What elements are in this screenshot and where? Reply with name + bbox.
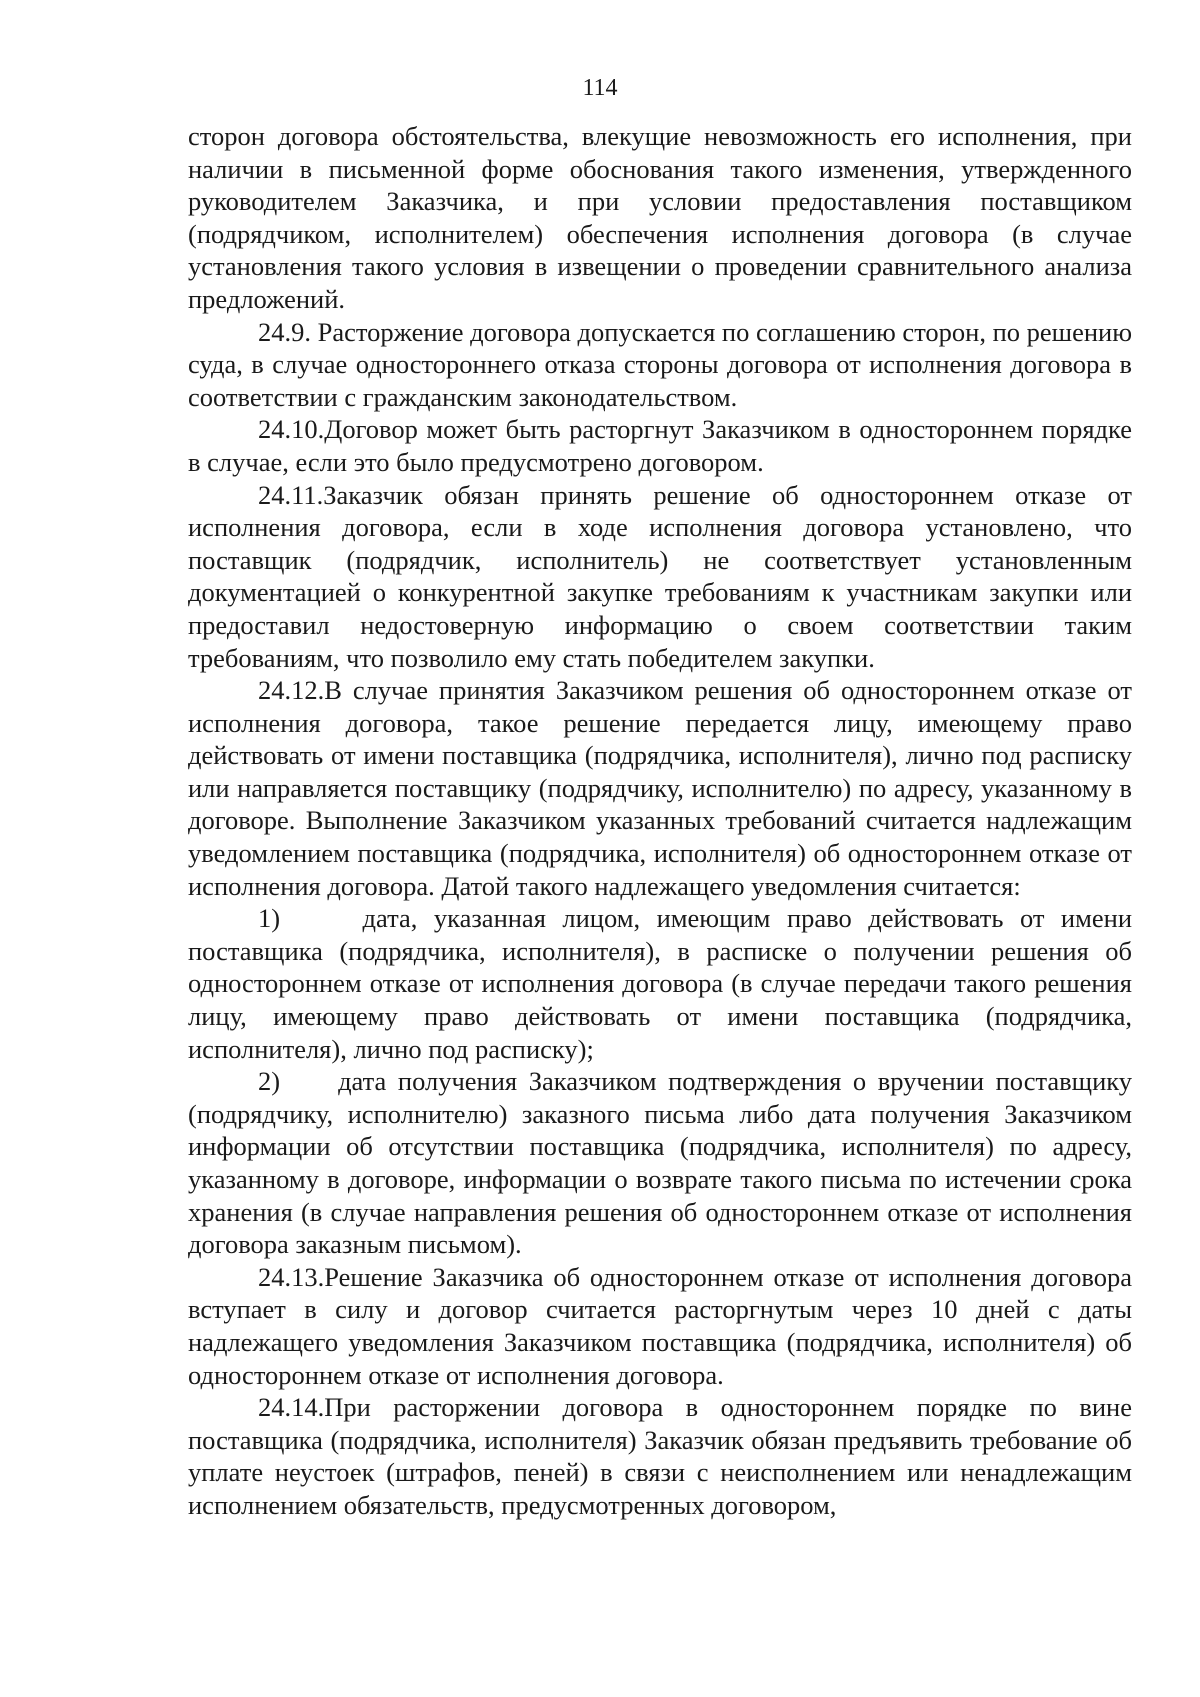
paragraph-24-12: 24.12.В случае принятия Заказчиком решения об одностороннем отказе от исполнения договора, такое решение передается лицу, имеющему право действовать от имени поставщика (подрядчика, исполнителя), лично под расписку или направляется поставщику (подрядчику, исполнителю) по адресу, указанному в договоре. Выполнение Заказчиком указанных требований считается надлежащим уведомлением поставщика (подрядчика, исполнителя) об одностороннем отказе от исполнения договора. Датой такого надлежащего уведомления считается: xyxy=(188,675,1132,901)
paragraph-24-10: 24.10.Договор может быть расторгнут Заказчиком в одностороннем порядке в случае, если это было предусмотрено договором. xyxy=(188,414,1132,477)
list-item-2: 2) дата получения Заказчиком подтверждения о вручении поставщику (подрядчику, исполнителю) заказного письма либо дата получения Заказчиком информации об отсутствии поставщика (подрядчика, исполнителя) по адресу, указанному в договоре, информации о возврате такого письма по истечении срока хранения (в случае направления решения об одностороннем отказе от исполнения договора заказным письмом). xyxy=(188,1066,1132,1260)
list-item-1: 1) дата, указанная лицом, имеющим право действовать от имени поставщика (подрядчика, исполнителя), в расписке о получении решения об одностороннем отказе от исполнения договора (в случае передачи такого решения лицу, имеющему право действовать от имени поставщика (подрядчика, исполнителя), лично под расписку); xyxy=(188,903,1132,1064)
paragraph-24-14: 24.14.При расторжении договора в одностороннем порядке по вине поставщика (подрядчика, исполнителя) Заказчик обязан предъявить требование об уплате неустоек (штрафов, пеней) в связи с неисполнением или ненадлежащим исполнением обязательств, предусмотренных договором, xyxy=(188,1392,1132,1520)
paragraph-continuation: сторон договора обстоятельства, влекущие невозможность его исполнения, при наличии в письменной форме обоснования такого изменения, утвержденного руководителем Заказчика, и при условии предоставления поставщиком (подрядчиком, исполнителем) обеспечения исполнения договора (в случае установления такого условия в извещении о проведении сравнительного анализа предложений. xyxy=(188,121,1132,314)
paragraph-24-9: 24.9. Расторжение договора допускается по соглашению сторон, по решению суда, в случае одностороннего отказа стороны договора от исполнения договора в соответствии с гражданским законодательством. xyxy=(188,316,1133,412)
paragraph-24-11: 24.11.Заказчик обязан принять решение об одностороннем отказе от исполнения договора, если в ходе исполнения договора установлено, что поставщик (подрядчик, исполнитель) не соответствует установленным документацией о конкурентной закупке требованиям к участникам закупки или предоставил недостоверную информацию о своем соответствии таким требованиям, что позволило ему стать победителем закупки. xyxy=(188,479,1132,673)
paragraph-24-13: 24.13.Решение Заказчика об одностороннем отказе от исполнения договора вступает в силу и договор считается расторгнутым через 10 дней с даты надлежащего уведомления Заказчиком поставщика (подрядчика, исполнителя) об одностороннем отказе от исполнения договора. xyxy=(188,1261,1132,1390)
page-number: 114 xyxy=(582,75,618,101)
document-body xyxy=(188,120,1132,1522)
